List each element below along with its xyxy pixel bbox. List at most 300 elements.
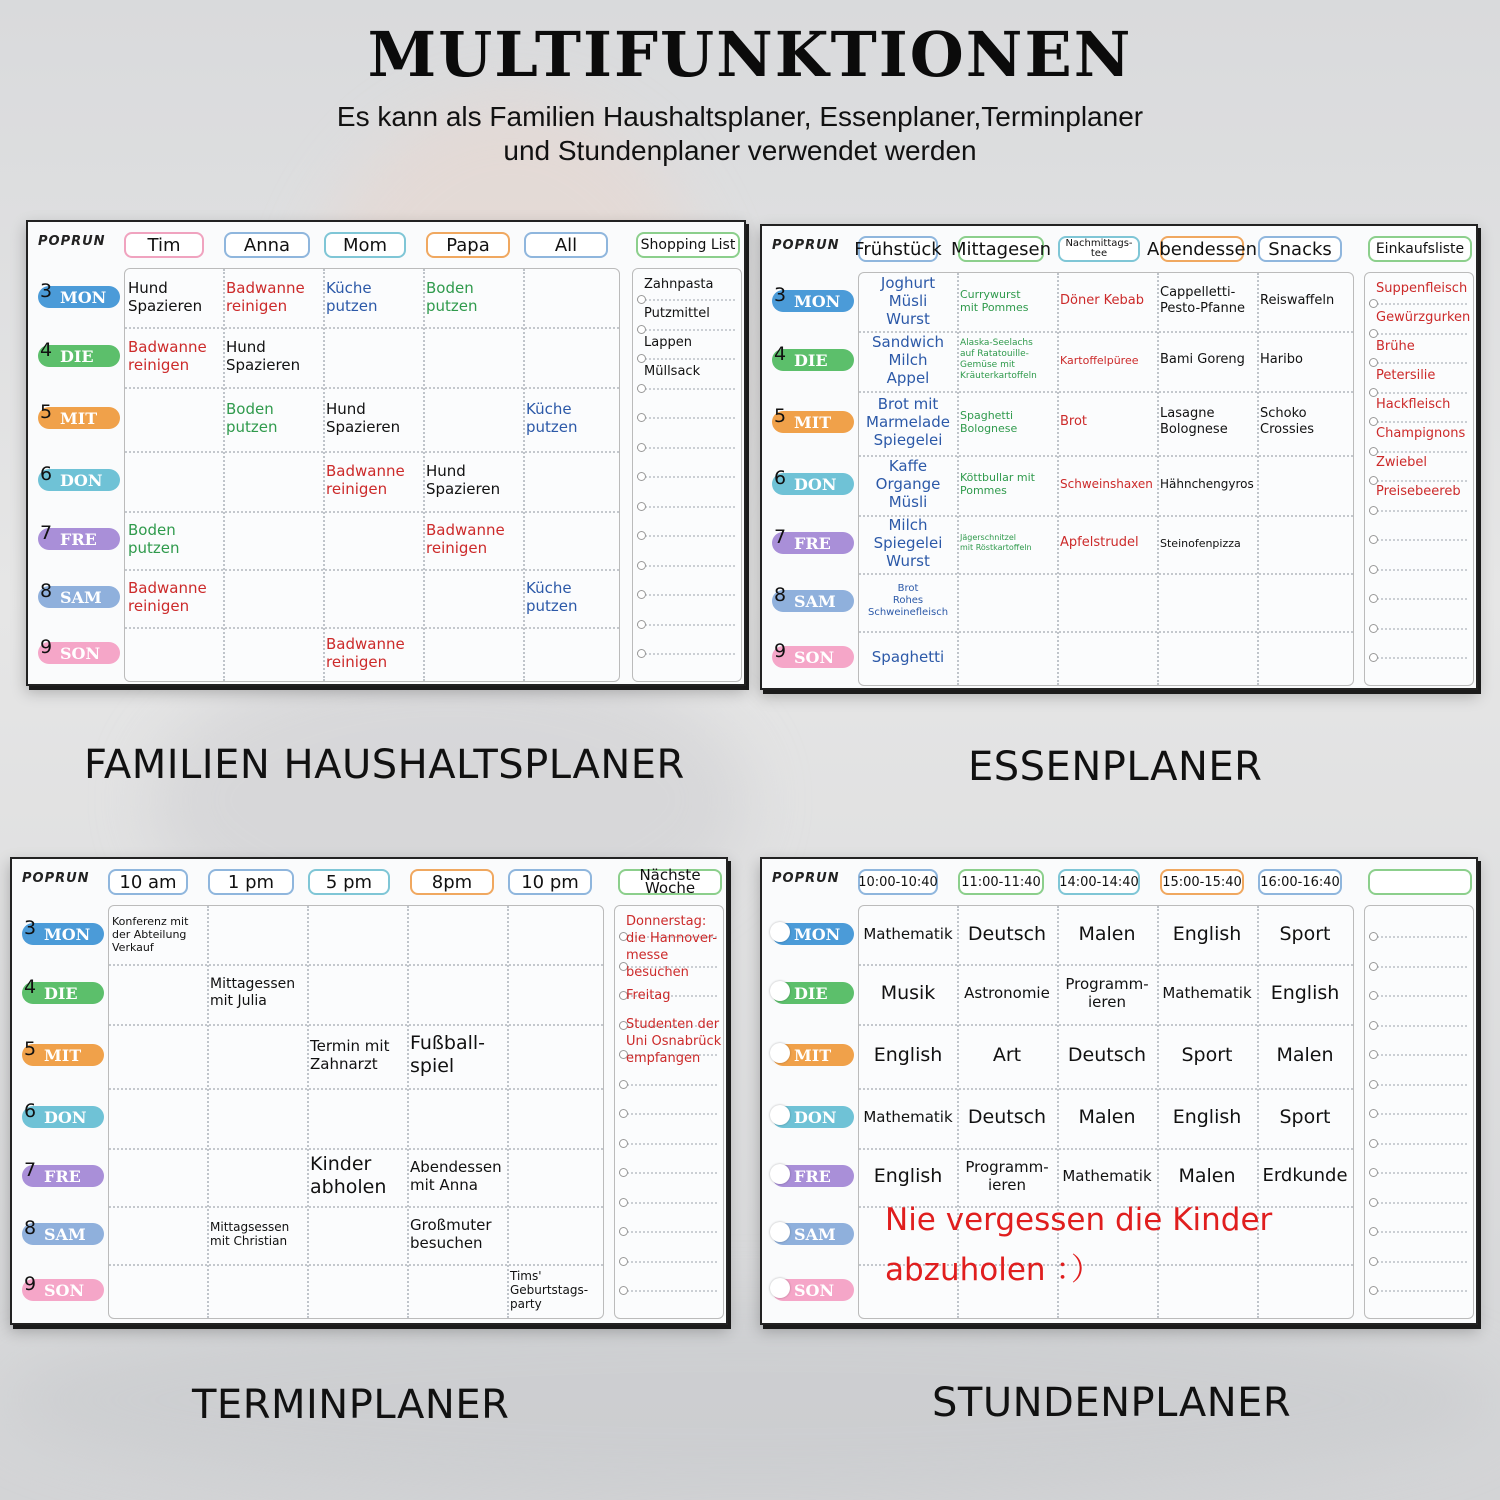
list-header	[1368, 869, 1472, 895]
day-name: FRE	[44, 1166, 81, 1186]
label-termin: TERMINPLANER	[192, 1382, 510, 1428]
day-number: 4	[40, 339, 53, 361]
planner-cell: Musik	[880, 981, 936, 1004]
list-line	[1369, 1084, 1467, 1086]
list-item: Studenten der Uni Osnabrück empfangen	[626, 1017, 722, 1066]
checkbox-circle-icon	[1369, 962, 1378, 971]
planner-cell: Sport	[1279, 1105, 1331, 1128]
checkbox-circle-icon	[1369, 991, 1378, 1000]
list-item: Donnerstag: die Hannover- messe besuchen	[626, 914, 718, 980]
column-header: 15:00-15:40	[1160, 869, 1244, 895]
grid-row-divider	[109, 964, 603, 966]
grid-row-divider	[859, 1148, 1353, 1150]
planner-cell: Reiswaffeln	[1260, 293, 1335, 308]
checkbox-circle-icon	[619, 1198, 628, 1207]
list-line	[637, 417, 735, 419]
list-line	[1369, 510, 1467, 512]
planner-cell: Badwanne reinigen	[326, 462, 405, 498]
column-header: 10 am	[108, 869, 188, 895]
planner-cell: Badwanne reinigen	[226, 279, 305, 315]
checkbox-circle-icon	[619, 1257, 628, 1266]
grid-column-divider	[307, 906, 309, 1318]
checkbox-circle-icon	[1369, 329, 1378, 338]
day-name: DIE	[44, 983, 78, 1003]
checkbox-circle-icon	[1369, 1257, 1378, 1266]
day-number: 6	[774, 467, 787, 489]
grid-row-divider	[125, 511, 619, 513]
planner-cell: Boden putzen	[128, 521, 180, 557]
planner-cell: Boden putzen	[226, 400, 278, 436]
list-line	[1369, 362, 1467, 364]
planner-cell: Lasagne Bolognese	[1160, 406, 1228, 437]
day-name: MIT	[60, 408, 98, 428]
planner-cell: Milch Spiegelei Wurst	[873, 516, 943, 570]
planner-cell: Küche putzen	[526, 400, 578, 436]
planner-cell: Mathematik	[863, 925, 953, 943]
day-dot-icon	[770, 1278, 790, 1298]
day-name: DIE	[794, 350, 828, 370]
planner-cell: Mathematik	[1062, 1167, 1152, 1185]
planner-cell: Badwanne reinigen	[128, 579, 207, 615]
planner-cell: Hund Spazieren	[426, 462, 501, 498]
planner-cell: Großmuter besuchen	[410, 1216, 492, 1252]
list-item: Brühe	[1376, 339, 1415, 354]
planner-cell: Sandwich Milch Appel	[872, 333, 944, 387]
column-header: Abendessen	[1160, 236, 1244, 262]
list-item: Zahnpasta	[644, 277, 714, 292]
brand-logo: POPRUN	[772, 871, 840, 886]
day-name: DIE	[794, 983, 828, 1003]
column-header: 11:00-11:40	[958, 869, 1044, 895]
list-line	[637, 594, 735, 596]
planner-cell: Haribo	[1260, 352, 1303, 367]
column-header: Mom	[324, 232, 406, 258]
grid-column-divider	[323, 269, 325, 681]
planner-cell: Fußball- spiel	[410, 1032, 486, 1077]
day-number: 3	[774, 284, 787, 306]
list-item: Champignons	[1376, 426, 1466, 441]
grid-column-divider	[423, 269, 425, 681]
list-line	[1369, 333, 1467, 335]
day-name: DON	[60, 470, 103, 490]
planner-cell: Apfelstrudel	[1060, 535, 1139, 550]
checkbox-circle-icon	[619, 1286, 628, 1295]
day-name: FRE	[60, 529, 97, 549]
column-header: 8pm	[410, 869, 494, 895]
day-number: 8	[24, 1217, 37, 1239]
board-essen	[760, 224, 1478, 690]
grid-row-divider	[109, 1024, 603, 1026]
checkbox-circle-icon	[637, 384, 646, 393]
planner-cell: Kinder abholen	[310, 1153, 387, 1198]
day-number: 9	[40, 636, 53, 658]
day-number: 5	[24, 1038, 37, 1060]
day-number: 4	[24, 976, 37, 998]
checkbox-circle-icon	[637, 590, 646, 599]
planner-cell: Malen	[1276, 1043, 1334, 1066]
checkbox-circle-icon	[637, 620, 646, 629]
planner-cell: English	[1270, 981, 1340, 1004]
checkbox-circle-icon	[1369, 299, 1378, 308]
day-name: MIT	[794, 412, 832, 432]
hero-title: MULTIFUNKTIONEN	[367, 18, 1133, 91]
list-item: Zwiebel	[1376, 455, 1428, 470]
planner-cell: Deutsch	[1067, 1043, 1147, 1066]
side-list	[1364, 905, 1474, 1319]
side-list	[632, 268, 742, 682]
planner-cell: Köttbullar mit Pommes	[960, 471, 1035, 497]
planner-cell: Malen	[1178, 1164, 1236, 1187]
grid-row-divider	[859, 631, 1353, 633]
column-header: Frühstück	[858, 236, 938, 262]
checkbox-circle-icon	[1369, 358, 1378, 367]
checkbox-circle-icon	[1369, 565, 1378, 574]
checkbox-circle-icon	[619, 1227, 628, 1236]
day-number: 8	[774, 584, 787, 606]
board-haushalt	[26, 220, 746, 686]
day-name: MON	[60, 287, 107, 307]
list-line	[1369, 1261, 1467, 1263]
checkbox-circle-icon	[637, 325, 646, 334]
checkbox-circle-icon	[1369, 1139, 1378, 1148]
list-line	[1369, 1231, 1467, 1233]
day-dot-icon	[770, 1105, 790, 1125]
day-name: SON	[44, 1280, 85, 1300]
day-name: DON	[44, 1107, 87, 1127]
list-line	[1369, 1290, 1467, 1292]
planner-cell: Döner Kebab	[1060, 293, 1145, 308]
checkbox-circle-icon	[619, 1168, 628, 1177]
grid-column-divider	[207, 906, 209, 1318]
day-number: 7	[40, 522, 53, 544]
checkbox-circle-icon	[1369, 506, 1378, 515]
day-dot-icon	[770, 1164, 790, 1184]
list-line	[637, 565, 735, 567]
grid-row-divider	[859, 1024, 1353, 1026]
checkbox-circle-icon	[1369, 653, 1378, 662]
checkbox-circle-icon	[1369, 535, 1378, 544]
day-name: FRE	[794, 1166, 831, 1186]
grid-row-divider	[109, 1148, 603, 1150]
planner-cell: Programm- ieren	[965, 1158, 1049, 1194]
list-line	[1369, 451, 1467, 453]
planner-cell: Brot	[1060, 414, 1088, 429]
planner-cell: Kaffe Organge Müsli	[875, 457, 941, 511]
column-header: Mittagesen	[958, 236, 1044, 262]
planner-cell: Mathematik	[863, 1108, 953, 1126]
checkbox-circle-icon	[1369, 1021, 1378, 1030]
day-number: 3	[24, 917, 37, 939]
grid-column-divider	[223, 269, 225, 681]
day-name: DON	[794, 1107, 837, 1127]
planner-cell: English	[873, 1164, 943, 1187]
grid-row-divider	[859, 1088, 1353, 1090]
planner-cell: Hund Spazieren	[226, 338, 301, 374]
day-name: SAM	[794, 591, 836, 611]
list-item: Hackfleisch	[1376, 397, 1451, 412]
day-name: MON	[44, 924, 91, 944]
day-number: 7	[774, 526, 787, 548]
planner-cell: Küche putzen	[326, 279, 378, 315]
list-line	[1369, 628, 1467, 630]
day-name: SAM	[794, 1224, 836, 1244]
day-dot-icon	[770, 981, 790, 1001]
list-line	[1369, 657, 1467, 659]
planner-grid	[108, 905, 604, 1319]
list-line	[637, 329, 735, 331]
day-number: 4	[774, 343, 787, 365]
planner-cell: Boden putzen	[426, 279, 478, 315]
checkbox-circle-icon	[637, 413, 646, 422]
column-header: 10:00-10:40	[858, 869, 938, 895]
planner-cell: Astronomie	[964, 984, 1050, 1002]
list-line	[1369, 936, 1467, 938]
planner-cell: English	[873, 1043, 943, 1066]
day-number: 9	[24, 1273, 37, 1295]
checkbox-circle-icon	[637, 649, 646, 658]
checkbox-circle-icon	[619, 1139, 628, 1148]
planner-cell: Küche putzen	[526, 579, 578, 615]
day-name: MON	[794, 291, 841, 311]
grid-column-divider	[507, 906, 509, 1318]
side-list	[1364, 272, 1474, 686]
planner-cell: Deutsch	[967, 1105, 1047, 1128]
list-line	[1369, 303, 1467, 305]
day-number: 6	[24, 1100, 37, 1122]
planner-cell: Erdkunde	[1262, 1165, 1348, 1186]
grid-row-divider	[109, 1088, 603, 1090]
list-item: Suppenfleisch	[1376, 281, 1468, 296]
grid-row-divider	[125, 451, 619, 453]
grid-column-divider	[1057, 273, 1059, 685]
grid-row-divider	[109, 1264, 603, 1266]
list-line	[619, 1084, 717, 1086]
grid-column-divider	[407, 906, 409, 1318]
list-line	[1369, 1025, 1467, 1027]
day-name: FRE	[794, 533, 831, 553]
list-line	[637, 506, 735, 508]
planner-cell: Mathematik	[1162, 984, 1252, 1002]
planner-cell: Cappelletti- Pesto-Pfanne	[1160, 285, 1245, 316]
planner-cell: Tims' Geburtstags- party	[510, 1269, 589, 1311]
day-name: SAM	[44, 1224, 86, 1244]
planner-cell: Sport	[1279, 922, 1331, 945]
list-line	[619, 1231, 717, 1233]
list-item: Lappen	[644, 335, 692, 350]
checkbox-circle-icon	[1369, 1168, 1378, 1177]
list-line	[1369, 569, 1467, 571]
checkbox-circle-icon	[619, 1109, 628, 1118]
checkbox-circle-icon	[1369, 1286, 1378, 1295]
planner-cell: Abendessen mit Anna	[410, 1158, 502, 1194]
grid-row-divider	[859, 964, 1353, 966]
label-essen: ESSENPLANER	[968, 744, 1263, 790]
column-header: All	[524, 232, 608, 258]
list-line	[619, 1261, 717, 1263]
list-header: Shopping List	[636, 232, 740, 258]
list-line	[637, 653, 735, 655]
grid-column-divider	[1257, 273, 1259, 685]
checkbox-circle-icon	[1369, 1198, 1378, 1207]
planner-cell: Malen	[1078, 922, 1136, 945]
list-line	[619, 1143, 717, 1145]
planner-cell: Spaghetti Bolognese	[960, 409, 1018, 435]
day-number: 5	[40, 401, 53, 423]
checkbox-circle-icon	[1369, 624, 1378, 633]
list-line	[1369, 480, 1467, 482]
day-name: MIT	[44, 1045, 82, 1065]
list-line	[619, 1290, 717, 1292]
column-header: 10 pm	[508, 869, 592, 895]
grid-column-divider	[523, 269, 525, 681]
planner-cell: Termin mit Zahnarzt	[310, 1037, 390, 1073]
hero-subtitle	[240, 100, 1240, 168]
checkbox-circle-icon	[637, 472, 646, 481]
column-header: Papa	[426, 232, 510, 258]
planner-cell: Malen	[1078, 1105, 1136, 1128]
planner-cell: Alaska-Seelachs auf Ratatouille- Gemüse mit Kräuterkartoffeln	[960, 338, 1037, 381]
day-number: 6	[40, 463, 53, 485]
day-number: 8	[40, 580, 53, 602]
planner-cell: English	[1172, 922, 1242, 945]
list-line	[619, 1172, 717, 1174]
checkbox-circle-icon	[637, 443, 646, 452]
board-termin	[10, 857, 728, 1325]
list-item: Müllsack	[644, 364, 701, 379]
list-line	[1369, 1113, 1467, 1115]
checkbox-circle-icon	[1369, 1227, 1378, 1236]
day-name: MIT	[794, 1045, 832, 1065]
brand-logo: POPRUN	[772, 238, 840, 253]
day-name: DIE	[60, 346, 94, 366]
planner-cell: Brot Rohes Schweinefleisch	[867, 583, 949, 618]
grid-row-divider	[125, 387, 619, 389]
grid-column-divider	[1157, 273, 1159, 685]
day-number: 3	[40, 280, 53, 302]
checkbox-circle-icon	[637, 502, 646, 511]
planner-cell: Badwanne reinigen	[426, 521, 505, 557]
brand-logo: POPRUN	[38, 234, 106, 249]
day-name: MON	[794, 924, 841, 944]
column-header: 14:00-14:40	[1058, 869, 1140, 895]
grid-row-divider	[859, 391, 1353, 393]
reminder-note: Nie vergessen die Kinder abzuholen ：）	[885, 1202, 1273, 1288]
label-stunden: STUNDENPLANER	[932, 1380, 1292, 1426]
checkbox-circle-icon	[1369, 1109, 1378, 1118]
planner-cell: Joghurt Müsli Wurst	[880, 274, 936, 328]
list-line	[637, 388, 735, 390]
planner-cell: Schweinshaxen	[1060, 477, 1153, 491]
list-header: Einkaufsliste	[1368, 236, 1472, 262]
list-line	[1369, 598, 1467, 600]
planner-cell: Brot mit Marmelade Spiegelei	[866, 395, 950, 449]
planner-cell: Mittagsessen mit Christian	[210, 1220, 290, 1248]
list-line	[637, 535, 735, 537]
column-header: Tim	[124, 232, 204, 258]
list-line	[1369, 1054, 1467, 1056]
day-number: 7	[24, 1159, 37, 1181]
column-header: Nachmittags- tee	[1058, 236, 1140, 262]
planner-cell: Mittagessen mit Julia	[210, 976, 296, 1009]
list-line	[1369, 392, 1467, 394]
checkbox-circle-icon	[637, 561, 646, 570]
list-item: Petersilie	[1376, 368, 1436, 383]
planner-cell: Bami Goreng	[1160, 352, 1245, 367]
planner-cell: Spaghetti	[871, 648, 945, 666]
list-line	[1369, 1143, 1467, 1145]
hero-subtitle-line1: Es kann als Familien Haushaltsplaner, Essenplaner,Terminplaner	[336, 101, 1144, 132]
list-item: Putzmittel	[644, 306, 710, 321]
day-number: 9	[774, 640, 787, 662]
list-line	[619, 1202, 717, 1204]
day-dot-icon	[770, 1222, 790, 1242]
planner-cell: Schoko Crossies	[1260, 406, 1315, 437]
day-dot-icon	[770, 1043, 790, 1063]
day-dot-icon	[770, 922, 790, 942]
planner-cell: Hähnchengyros	[1160, 477, 1254, 491]
day-name: SON	[60, 643, 101, 663]
planner-cell: Deutsch	[967, 922, 1047, 945]
checkbox-circle-icon	[1369, 1050, 1378, 1059]
planner-cell: English	[1172, 1105, 1242, 1128]
planner-cell: Badwanne reinigen	[128, 338, 207, 374]
checkbox-circle-icon	[637, 295, 646, 304]
checkbox-circle-icon	[637, 354, 646, 363]
column-header: Snacks	[1258, 236, 1342, 262]
list-line	[1369, 421, 1467, 423]
planner-cell: Programm- ieren	[1065, 975, 1149, 1011]
planner-cell: Hund Spazieren	[128, 279, 203, 315]
brand-logo: POPRUN	[22, 871, 90, 886]
day-name: SON	[794, 647, 835, 667]
list-line	[1369, 1202, 1467, 1204]
planner-cell: Konferenz mit der Abteilung Verkauf	[112, 914, 189, 954]
grid-row-divider	[125, 327, 619, 329]
grid-row-divider	[125, 627, 619, 629]
column-header: 1 pm	[208, 869, 294, 895]
column-header: Anna	[224, 232, 310, 258]
list-line	[1369, 995, 1467, 997]
planner-cell: Currywurst mit Pommes	[960, 288, 1029, 314]
list-line	[637, 358, 735, 360]
day-name: DON	[794, 474, 837, 494]
column-header: 16:00-16:40	[1258, 869, 1342, 895]
checkbox-circle-icon	[1369, 1080, 1378, 1089]
list-line	[637, 476, 735, 478]
day-number: 5	[774, 405, 787, 427]
planner-cell: Sport	[1181, 1043, 1233, 1066]
planner-cell: Steinofenpizza	[1160, 536, 1241, 550]
grid-row-divider	[859, 573, 1353, 575]
checkbox-circle-icon	[637, 531, 646, 540]
list-line	[1369, 1172, 1467, 1174]
list-line	[619, 1113, 717, 1115]
list-line	[637, 447, 735, 449]
list-line	[1369, 966, 1467, 968]
planner-cell: Badwanne reinigen	[326, 635, 405, 671]
list-line	[637, 299, 735, 301]
day-name: SAM	[60, 587, 102, 607]
list-item: Freitag	[626, 988, 671, 1003]
list-item: Preisebeereb	[1376, 484, 1461, 499]
planner-cell: Hund Spazieren	[326, 400, 401, 436]
hero-subtitle-line2: und Stundenplaner verwendet werden	[503, 135, 977, 166]
column-header: 5 pm	[308, 869, 390, 895]
list-item: Gewürzgurken	[1376, 310, 1471, 325]
planner-cell: Kartoffelpüree	[1060, 353, 1139, 367]
planner-cell: Jägerschnitzel mit Röstkartoffeln	[960, 533, 1032, 552]
checkbox-circle-icon	[1369, 594, 1378, 603]
